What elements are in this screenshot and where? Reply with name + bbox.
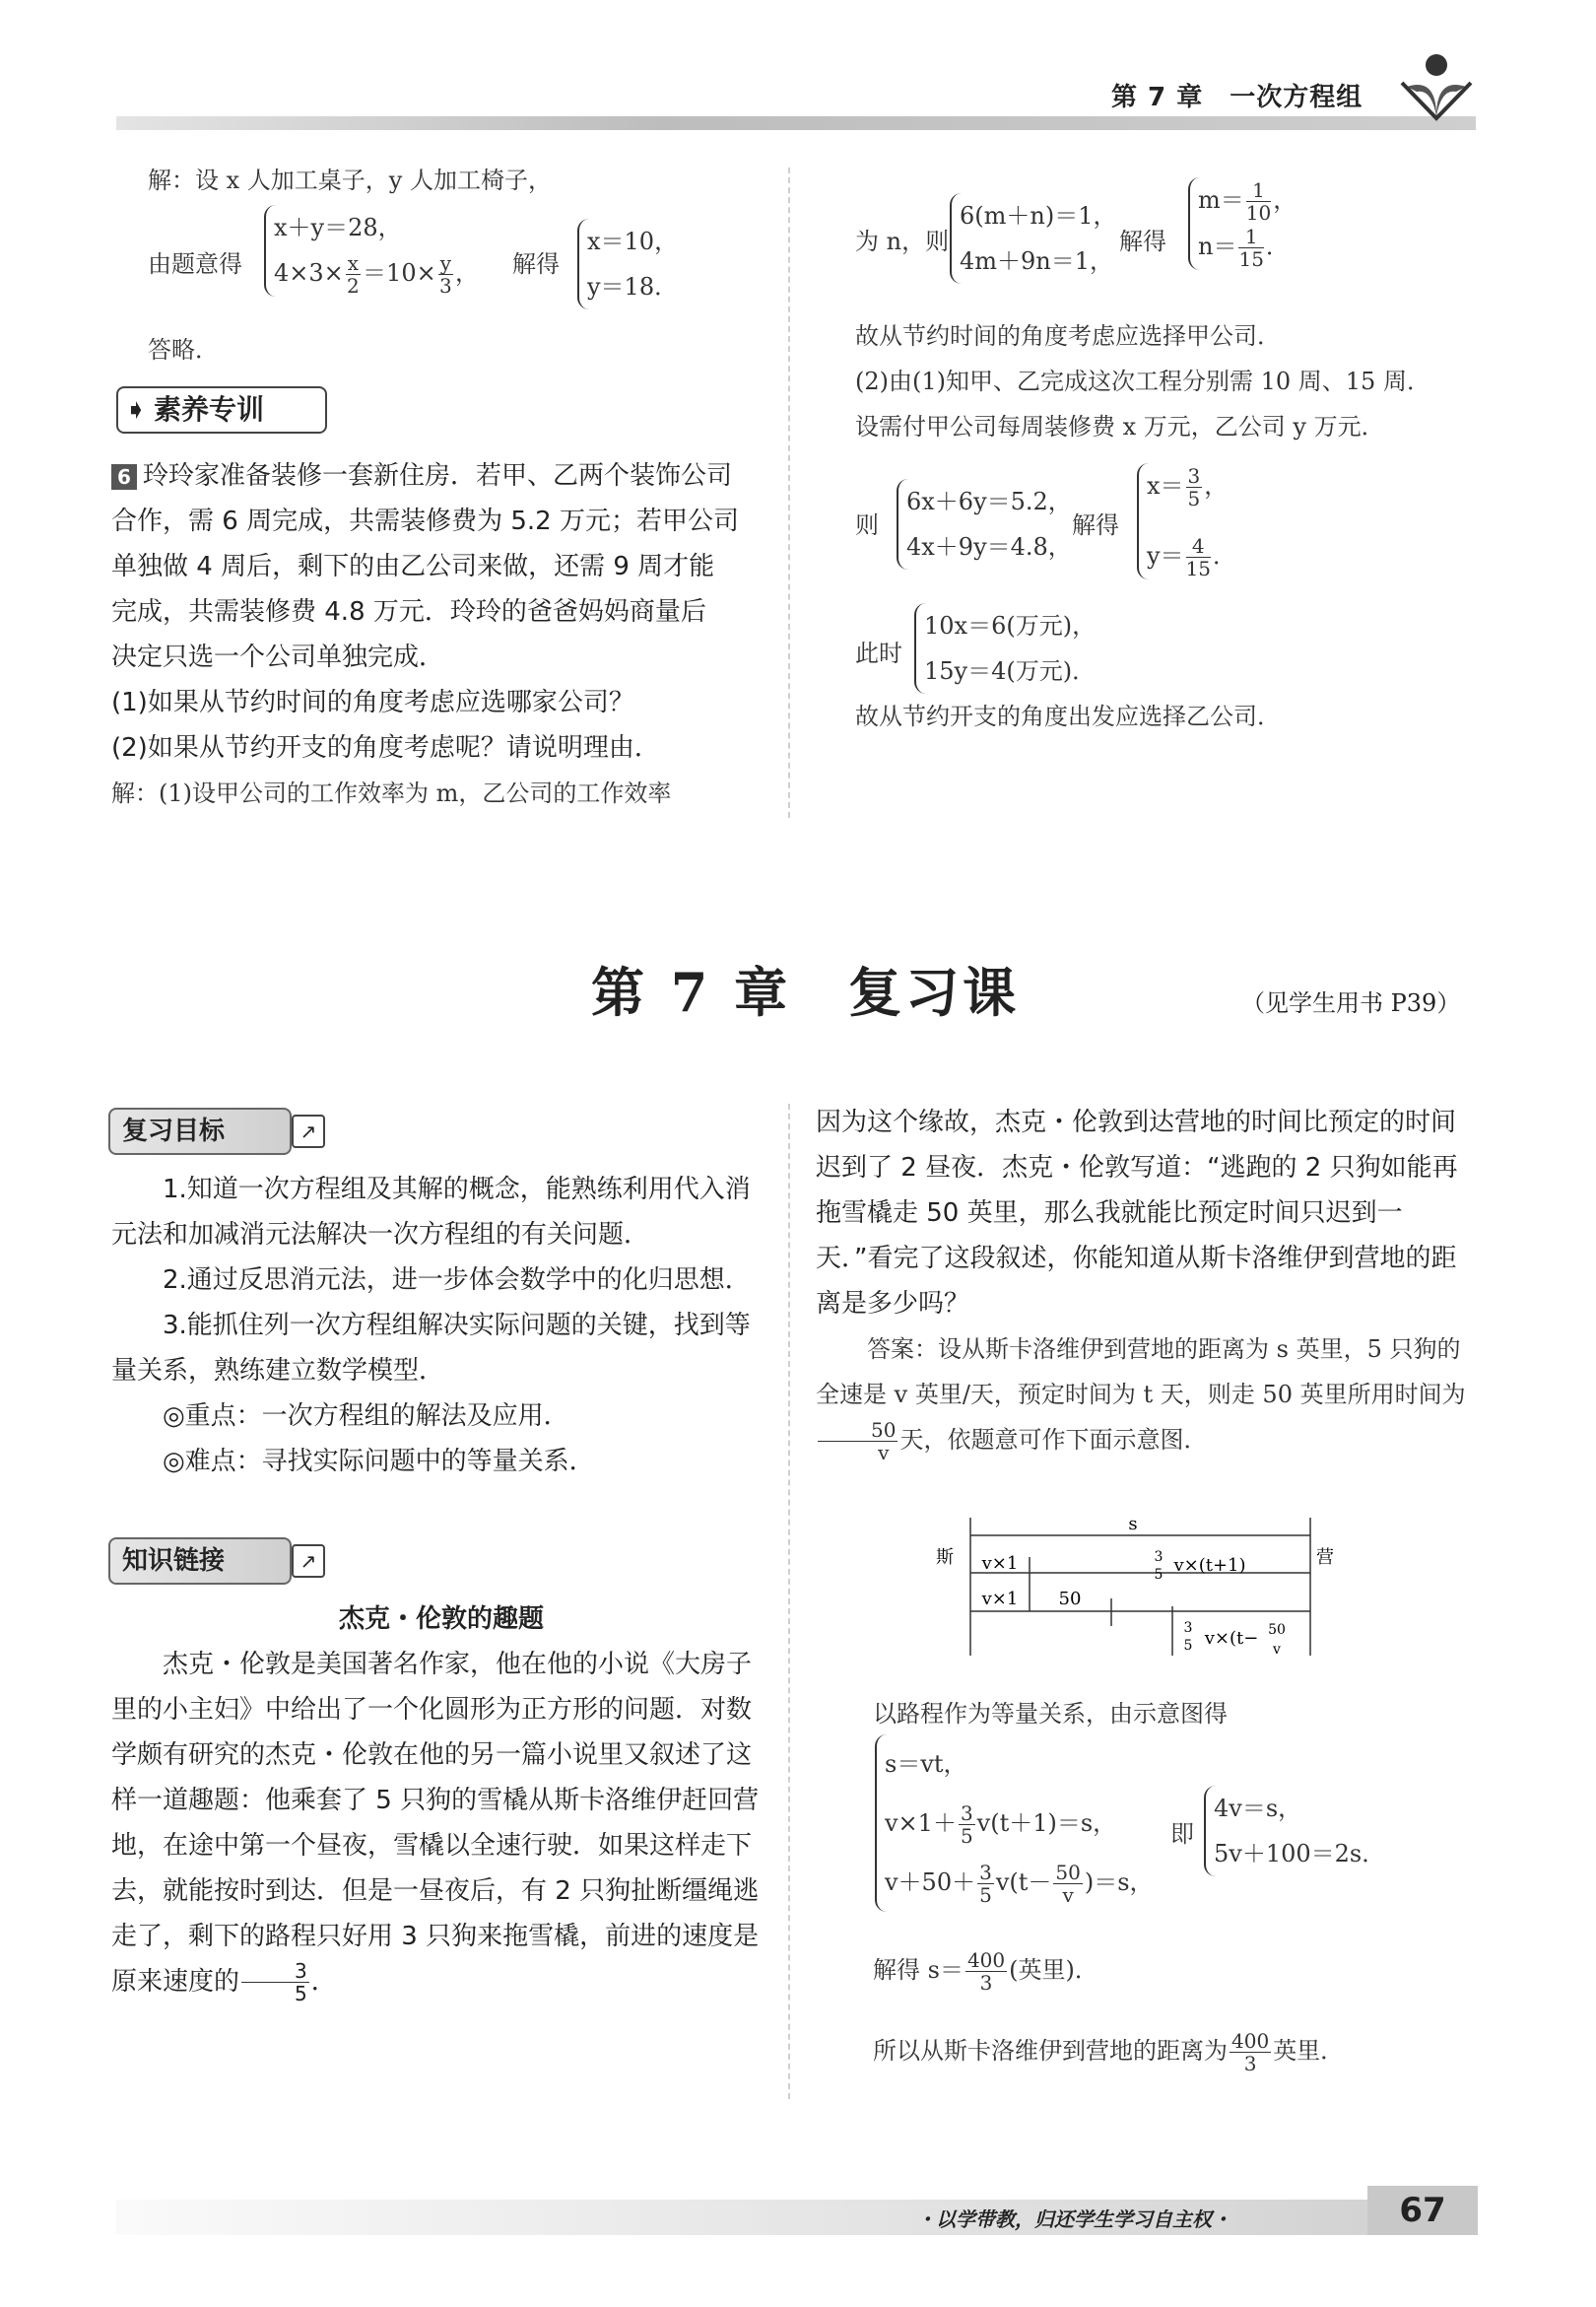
segment-label: 50 xyxy=(1058,1589,1082,1609)
arrow-up-right-icon: ↗ xyxy=(292,1115,325,1148)
page-number: 67 xyxy=(1367,2186,1478,2235)
equation-line: 6(m＋n)＝1， xyxy=(960,202,1117,230)
segment-label: v×(t+1) xyxy=(1173,1555,1246,1576)
header-title: 第 7 章 一次方程组 xyxy=(1111,83,1363,112)
review-goal-list xyxy=(111,1167,771,1484)
question-number: 6 xyxy=(111,464,137,490)
answer-text: 答案：设从斯卡洛维伊到营地的距离为 s 英里，5 只狗的全速是 v 英里/天，预定时间为 t 天，则走 50 英里所用时间为 $\frac{50}{v}$ 天，依题意可作下面示意图． xyxy=(816,1335,1466,1464)
solve-label: 解得 xyxy=(512,250,560,278)
equation-line: 5v＋100＝2s． xyxy=(1214,1840,1386,1867)
difficult-point: ◎难点：寻找实际问题中的等量关系． xyxy=(163,1447,595,1476)
question-text: 合作，需 6 周完成，共需装修费为 5.2 万元；若甲公司 xyxy=(111,507,739,536)
book-logo-icon xyxy=(1397,47,1476,126)
chapter-reference: （见学生用书 P39） xyxy=(1241,989,1461,1017)
equation-system xyxy=(264,205,479,297)
equation-line: v＋50＋ $\frac{3}{5}$ v(t－ $\frac{50}{v}$ )＝s， xyxy=(885,1861,1154,1907)
arrow-up-right-icon: ↗ xyxy=(292,1544,325,1578)
solution-start: 解：(1)设甲公司的工作效率为 m，乙公司的工作效率 xyxy=(111,780,672,807)
simplified-system xyxy=(1204,1786,1385,1876)
segment-label: v×1 xyxy=(981,1589,1019,1609)
equality-label: 以路程作为等量关系，由示意图得 xyxy=(873,1700,1228,1728)
solution-system: m＝ $\frac{1}{10}$ ， n＝ $\frac{1}{15}$ ． xyxy=(1188,177,1297,270)
result-system xyxy=(914,603,1096,694)
conclusion: 故从节约时间的角度考虑应选择甲公司． xyxy=(855,322,1281,350)
story-text: 杰克・伦敦是美国著名作家，他在他的小说《大房子里的小主妇》中给出了一个化圆形为正方形的问题．对数学颇有研究的杰克・伦敦在他的另一篇小说里又叙述了这样一道趣题：他乘套了 5 只狗的雪橇从斯卡洛维伊赶回营地，在途中第一个昼夜，雪橇以全速行驶．如果这样走下去，就能按时到达．但是一昼夜后，有 2 只狗扯断缰绳逃走了，剩下的路程只好用 3 只狗来拖雪橇，前进的速度是原来速度的 $\frac{3}{5}$ ． xyxy=(111,1650,760,2005)
solution-line: 解：设 x 人加工桌子，y 人加工椅子， xyxy=(148,167,552,194)
distance-diagram xyxy=(936,1508,1334,1685)
segment-label: v×(t− xyxy=(1204,1628,1259,1649)
goal-item: 3.能抓住列一次方程组解决实际问题的关键，找到等量关系，熟练建立数学模型． xyxy=(111,1311,751,1386)
fraction-den: 5 xyxy=(1183,1638,1193,1654)
distance-label-s: s xyxy=(1128,1514,1138,1534)
fraction-den: 5 xyxy=(1154,1567,1164,1583)
fraction-den: v xyxy=(1273,1642,1281,1658)
solution-system: x＝ $\frac{3}{5}$ ， y＝ $\frac{4}{15}$ ． xyxy=(1137,463,1236,579)
column-divider xyxy=(788,168,790,818)
equation-line: 4v＝s， xyxy=(1214,1795,1302,1822)
system-prefix: 由题意得 xyxy=(148,250,242,278)
equation-line: s＝vt， xyxy=(885,1750,967,1778)
segment-label: v×1 xyxy=(981,1553,1019,1574)
section-tag-knowledge: 知识链接 xyxy=(108,1537,292,1585)
question-text: 完成，共需装修费 4.8 万元．玲玲的爸爸妈妈商量后 xyxy=(111,597,706,627)
question-text: 玲玲家准备装修一套新住房．若甲、乙两个装饰公司 xyxy=(143,461,733,491)
solve-label: 解得 xyxy=(1119,228,1166,255)
fraction-num: 50 xyxy=(1268,1622,1286,1638)
answer-omitted: 答略． xyxy=(148,336,219,364)
solution-line: (2)由(1)知甲、乙完成这次工程分别需 10 周、15 周． xyxy=(855,368,1430,395)
final-answer: 所以从斯卡洛维伊到营地的距离为 $\frac{400}{3}$ 英里． xyxy=(873,2029,1345,2075)
sub-question: (1)如果从节约时间的角度考虑应选哪家公司？ xyxy=(111,688,634,717)
section-tag-label: 素养专训 xyxy=(154,393,265,426)
solution-line: 设需付甲公司每周装修费 x 万元，乙公司 y 万元． xyxy=(855,413,1385,441)
solution-system xyxy=(577,219,678,309)
ji-label: 即 xyxy=(1170,1820,1194,1848)
solution-result: 解得 s＝ $\frac{400}{3}$ (英里)． xyxy=(873,1948,1098,1995)
start-label: 斯 xyxy=(936,1547,954,1568)
solution-prefix: 为 n，则 xyxy=(855,228,950,255)
section-tag-special xyxy=(116,386,327,434)
equation-line: v×1＋ $\frac{3}{5}$ v(t＋1)＝s， xyxy=(885,1801,1117,1848)
result-line: 10x＝6(万元)， xyxy=(924,612,1097,640)
fraction-num: 3 xyxy=(1154,1549,1164,1565)
goal-item: 2.通过反思消元法，进一步体会数学中的化归思想． xyxy=(163,1265,751,1295)
solution-value: x＝10， xyxy=(587,228,679,255)
result-line: 15y＝4(万元)． xyxy=(924,657,1097,685)
column-divider xyxy=(788,1104,790,2099)
key-point: ◎重点：一次方程组的解法及应用． xyxy=(163,1401,569,1431)
equation-system xyxy=(875,1734,1154,1912)
goal-item: 1.知道一次方程组及其解的概念，能熟练利用代入消元法和加减消元法解决一次方程组的有关问题． xyxy=(111,1175,751,1250)
then-label: 则 xyxy=(855,511,879,539)
equation-line: 4x＋9y＝4.8， xyxy=(906,533,1072,561)
equation-line: 4×3× $\frac{x}{2}$ ＝10× $\frac{y}{3}$ ， xyxy=(274,251,480,298)
solve-label: 解得 xyxy=(1072,511,1119,539)
fraction-num: 3 xyxy=(1183,1620,1193,1636)
end-label: 营 xyxy=(1316,1547,1334,1568)
equation-line: 4m＋9n＝1， xyxy=(960,247,1114,275)
header-bar xyxy=(116,116,1476,130)
story-title: 杰克・伦敦的趣题 xyxy=(338,1604,544,1634)
section-tag-review-goal: 复习目标 xyxy=(108,1108,292,1155)
at-label: 此时 xyxy=(855,640,902,667)
equation-line: x＋y＝28， xyxy=(274,214,402,241)
solution-value: y＝18． xyxy=(587,273,679,301)
conclusion: 故从节约开支的角度出发应选择乙公司． xyxy=(855,703,1281,730)
footer-bar xyxy=(116,2200,1476,2235)
sub-question: (2)如果从节约开支的角度考虑呢？请说明理由． xyxy=(111,733,660,763)
story-continued: 因为这个缘故，杰克・伦敦到达营地的时间比预定的时间迟到了 2 昼夜．杰克・伦敦写道：“逃跑的 2 只狗如能再拖雪橇走 50 英里，那么我就能比预定时间只迟到一天．”看完了这段叙述，你能知道从斯卡洛维伊到营地的距离是多少吗？ xyxy=(816,1108,1458,1319)
footer-slogan: ・以学带教，归还学生学习自主权・ xyxy=(916,2207,1231,2231)
question-text: 单独做 4 周后，剩下的由乙公司来做，还需 9 周才能 xyxy=(111,552,715,581)
arrow-right-icon: ➧ xyxy=(124,393,148,426)
equation-line: 6x＋6y＝5.2， xyxy=(906,488,1072,515)
equation-system xyxy=(950,193,1116,284)
chapter-title: 第 7 章 复习课 xyxy=(591,961,1021,1024)
equation-system xyxy=(897,479,1072,570)
question-6 xyxy=(111,453,771,816)
question-text: 决定只选一个公司单独完成． xyxy=(111,643,445,672)
